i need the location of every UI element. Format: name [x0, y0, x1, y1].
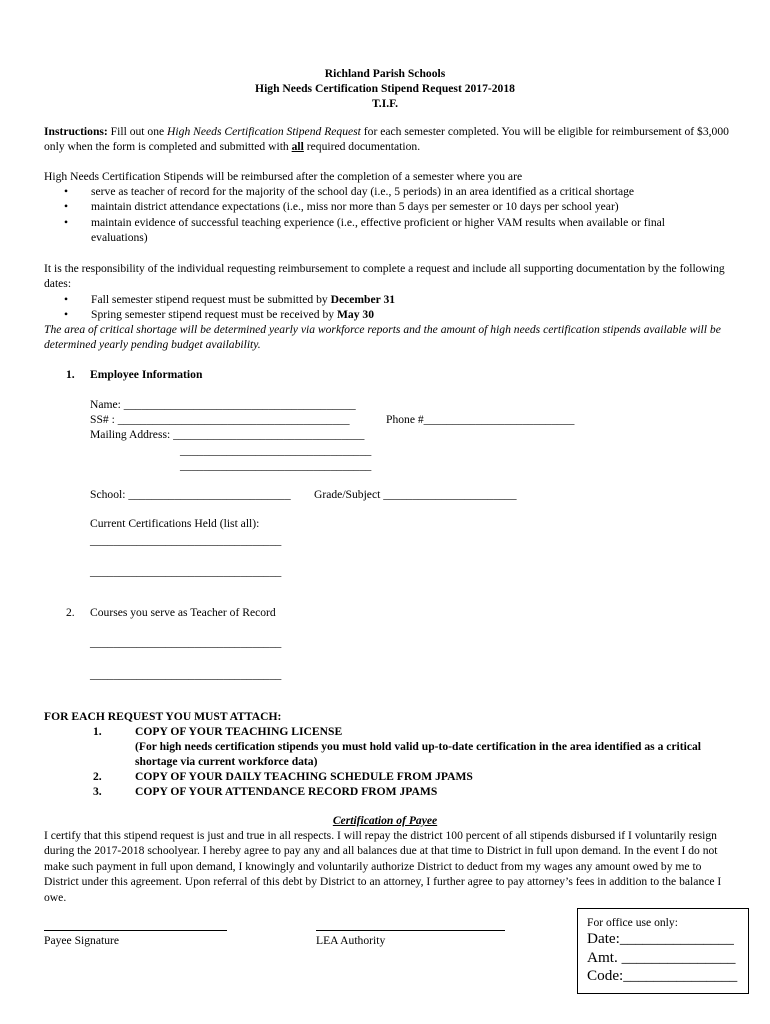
name-field[interactable]: Name: ________________________________________	[90, 398, 356, 411]
lea-authority-label: LEA Authority	[316, 934, 386, 947]
attach-item-number: 1.	[93, 725, 102, 738]
certifications-line-2[interactable]: _________________________________	[90, 565, 282, 578]
header-org: Richland Parish Schools	[324, 67, 446, 80]
section2-number: 2.	[66, 606, 75, 619]
attach-heading: FOR EACH REQUEST YOU MUST ATTACH:	[44, 710, 282, 723]
courses-line-1[interactable]: _________________________________	[90, 636, 282, 649]
office-use-title: For office use only:	[587, 916, 678, 929]
payee-signature-label: Payee Signature	[44, 934, 120, 947]
office-amount-field[interactable]: Amt. _______________	[587, 949, 736, 966]
attach-item-number: 2.	[93, 770, 102, 783]
deadline-list	[64, 292, 724, 323]
certification-heading: Certification of Payee	[332, 814, 438, 827]
certifications-line-1[interactable]: _________________________________	[90, 534, 282, 547]
attach-item-schedule: COPY OF YOUR DAILY TEACHING SCHEDULE FROM JPAMS	[135, 770, 473, 783]
office-use-box	[577, 908, 749, 994]
section1-number: 1.	[66, 368, 75, 381]
attach-license-note: (For high needs certification stipends you must hold valid up-to-date certification in the area identified as a critical shortage via current workforce data)	[135, 740, 702, 769]
form-subtitle: T.I.F.	[371, 97, 399, 110]
school-field[interactable]: School: ____________________________	[90, 488, 291, 501]
instructions-text-3: required documentation.	[303, 140, 421, 154]
spring-deadline-text: Spring semester stipend request must be received by	[91, 308, 337, 322]
mailing-address-line-2[interactable]: _________________________________	[180, 444, 372, 457]
courses-line-2[interactable]: _________________________________	[90, 668, 282, 681]
list-item: • serve as teacher of record for the majority of the school day (i.e., 5 periods) in an area identified as a critical shortage	[64, 184, 724, 199]
fall-deadline-date: December 31	[330, 293, 396, 306]
reimbursement-list	[64, 184, 724, 246]
responsibility-intro: It is the responsibility of the individual requesting reimbursement to complete a request and include all supporting documentation by the following dates:	[44, 262, 725, 291]
office-code-field[interactable]: Code:_______________	[587, 967, 738, 984]
form-title: High Needs Certification Stipend Request 2017-2018	[255, 82, 515, 95]
mailing-address-line-3[interactable]: _________________________________	[180, 459, 372, 472]
certification-text: I certify that this stipend request is just and true in all respects. I will repay the district 100 percent of all stipends disbursed if I voluntarily resign during the 2017-2018 schoolyear. I hereby agree to pay any and all balances due at that time to District in full upon demand. In the event I do not make such payment in full upon demand, I knowingly and voluntarily authorize District to deduct from my wages any amount owed by me to District under this agreement. Upon referral of this debt by District to an attorney, I further agree to pay attorney’s fees in addition to the balance I owe.	[44, 829, 722, 904]
instructions-paragraph	[44, 124, 734, 155]
list-item: • maintain evidence of successful teaching experience (i.e., effective proficient or higher VAM results when available or final evaluations)	[64, 215, 724, 246]
instructions-label: Instructions:	[44, 125, 108, 138]
spring-deadline-date: May 30	[336, 308, 375, 322]
instructions-text-1: Fill out one	[107, 125, 168, 138]
instructions-form-name: High Needs Certification Stipend Request	[167, 125, 361, 138]
section2-title: Courses you serve as Teacher of Record	[90, 606, 276, 619]
instructions-emphasis: all	[291, 140, 304, 154]
attach-item-attendance: COPY OF YOUR ATTENDANCE RECORD FROM JPAMS	[135, 785, 438, 798]
section1-title: Employee Information	[90, 368, 203, 381]
office-date-field[interactable]: Date:_______________	[587, 930, 734, 947]
ssn-field[interactable]: SS# : ________________________________________	[90, 413, 350, 426]
lea-authority-line[interactable]	[316, 930, 505, 931]
list-item	[64, 307, 724, 322]
phone-field[interactable]: Phone #__________________________	[386, 413, 575, 426]
attach-item-number: 3.	[93, 785, 102, 798]
list-item	[64, 292, 724, 307]
attach-item-license: COPY OF YOUR TEACHING LICENSE	[135, 725, 343, 738]
payee-signature-line[interactable]	[44, 930, 227, 931]
fall-deadline-text: Fall semester stipend request must be submitted by	[91, 293, 331, 306]
reimbursement-intro: High Needs Certification Stipends will be reimbursed after the completion of a semester where you are	[44, 170, 523, 183]
list-item: • maintain district attendance expectations (i.e., miss nor more than 5 days per semester or 10 days per school year)	[64, 199, 724, 214]
instructions-text-2: for each semester completed. You will be eligible for reimbursement of $3,000 only when the form is completed and submitted with	[44, 125, 729, 154]
certifications-label: Current Certifications Held (list all):	[90, 517, 260, 530]
mailing-address-field[interactable]: Mailing Address: _________________________________	[90, 428, 365, 441]
grade-subject-field[interactable]: Grade/Subject _______________________	[314, 488, 517, 501]
critical-shortage-note: The area of critical shortage will be determined yearly via workforce reports and the amount of high needs certification stipends available will be determined yearly pending budget availability.	[44, 323, 721, 352]
